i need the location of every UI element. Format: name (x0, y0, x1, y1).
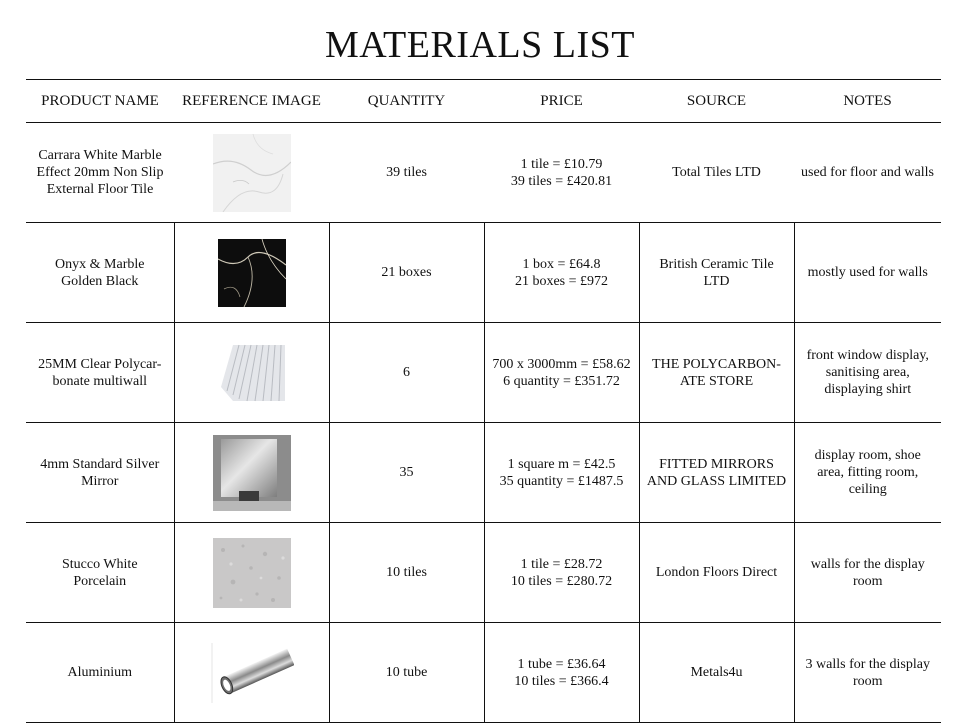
column-header-reference-image: REFERENCE IMAGE (174, 80, 329, 123)
table-header-row (26, 80, 941, 123)
notes-cell: used for floor and walls (794, 123, 941, 223)
materials-table (26, 79, 941, 723)
price-cell (484, 223, 639, 323)
product-name-cell: Carrara White Marble Effect 20mm Non Slip External Floor Tile (26, 123, 174, 223)
quantity-cell: 21 boxes (329, 223, 484, 323)
notes-cell: front window display, sanitising area, displaying shirt (794, 323, 941, 423)
product-name-cell: 4mm Standard Silver Mirror (26, 423, 174, 523)
price-cell (484, 623, 639, 723)
column-header-product-name: PRODUCT NAME (26, 80, 174, 123)
reference-image-cell (174, 223, 329, 323)
table-row (26, 223, 941, 323)
table-row (26, 523, 941, 623)
quantity-cell: 39 tiles (329, 123, 484, 223)
table-row (26, 423, 941, 523)
price-cell (484, 123, 639, 223)
product-name-cell: Aluminium (26, 623, 174, 723)
column-header-quantity: QUANTITY (329, 80, 484, 123)
source-cell: FITTED MIRRORS AND GLASS LIMITED (639, 423, 794, 523)
reference-image-cell (174, 423, 329, 523)
quantity-cell: 6 (329, 323, 484, 423)
notes-cell: display room, shoe area, fitting room, ceiling (794, 423, 941, 523)
grey-porcelain-tile-image (213, 538, 291, 608)
price-cell (484, 423, 639, 523)
source-cell: THE POLYCARBON-ATE STORE (639, 323, 794, 423)
total-price: 35 quantity = £1487.5 (499, 473, 624, 489)
total-price: 6 quantity = £351.72 (503, 373, 620, 389)
source-cell: British Ceramic Tile LTD (639, 223, 794, 323)
unit-price: 1 tile = £28.72 (520, 556, 603, 572)
aluminium-tube-image (210, 641, 294, 705)
total-price: 39 tiles = £420.81 (510, 173, 613, 189)
source-cell: London Floors Direct (639, 523, 794, 623)
reference-image-cell (174, 123, 329, 223)
quantity-cell: 35 (329, 423, 484, 523)
unit-price: 700 x 3000mm = £58.62 (492, 356, 631, 372)
source-cell: Metals4u (639, 623, 794, 723)
product-name-cell: Onyx & Marble Golden Black (26, 223, 174, 323)
unit-price: 1 tile = £10.79 (520, 156, 603, 172)
reference-image-cell (174, 323, 329, 423)
price-cell (484, 523, 639, 623)
unit-price: 1 square m = £42.5 (507, 456, 616, 472)
product-name-cell: 25MM Clear Polycar-bonate multiwall (26, 323, 174, 423)
table-row (26, 323, 941, 423)
total-price: 10 tiles = £366.4 (514, 673, 609, 689)
source-cell: Total Tiles LTD (639, 123, 794, 223)
total-price: 21 boxes = £972 (514, 273, 609, 289)
quantity-cell: 10 tube (329, 623, 484, 723)
reference-image-cell (174, 623, 329, 723)
column-header-source: SOURCE (639, 80, 794, 123)
column-header-price: PRICE (484, 80, 639, 123)
table-row (26, 623, 941, 723)
price-cell (484, 323, 639, 423)
notes-cell: walls for the display room (794, 523, 941, 623)
notes-cell: mostly used for walls (794, 223, 941, 323)
total-price: 10 tiles = £280.72 (510, 573, 613, 589)
page-title: MATERIALS LIST (325, 24, 635, 66)
unit-price: 1 box = £64.8 (522, 256, 601, 272)
clear-polycarbonate-image (219, 343, 285, 403)
unit-price: 1 tube = £36.64 (517, 656, 606, 672)
notes-cell: 3 walls for the display room (794, 623, 941, 723)
silver-mirror-image (213, 435, 291, 511)
reference-image-cell (174, 523, 329, 623)
black-gold-marble-image (218, 239, 286, 307)
table-row (26, 123, 941, 223)
column-header-notes: NOTES (794, 80, 941, 123)
product-name-cell: Stucco White Porcelain (26, 523, 174, 623)
quantity-cell: 10 tiles (329, 523, 484, 623)
white-marble-tile-image (213, 134, 291, 212)
